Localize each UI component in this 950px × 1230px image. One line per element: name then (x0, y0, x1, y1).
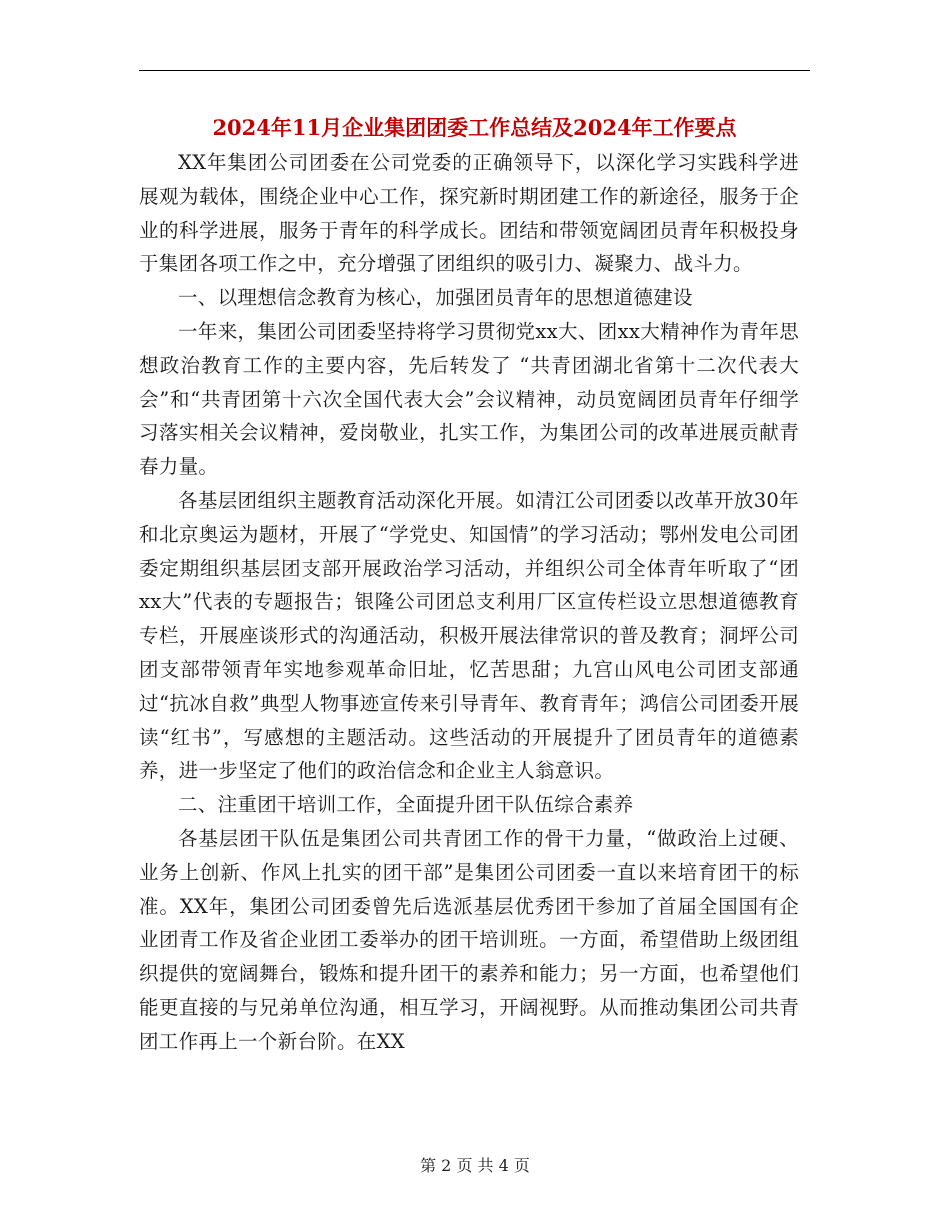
document-title: 2024年11月企业集团团委工作总结及2024年工作要点 (212, 115, 737, 140)
header-rule (139, 70, 810, 71)
paragraph-section-2: 各基层团干队伍是集团公司共青团工作的骨干力量，“做政治上过硬、业务上创新、作风上扎实的团干部”是集团公司团委一直以来培育团干的标准。XX年，集团公司团委曾先后选派基层优秀团干参加了首届全国国有企业团青工作及省企业团工委举办的团干培训班。一方面，希望借助上级团组织提供的宽阔舞台，锻炼和提升团干的素养和能力；另一方面，也希望他们能更直接的与兄弟单位沟通，相互学习，开阔视野。从而推动集团公司共青团工作再上一个新台阶。在XX (139, 826, 799, 1053)
paragraph-activities: 各基层团组织主题教育活动深化开展。如清江公司团委以改革开放30年和北京奥运为题材，开展了“学党史、知国情”的学习活动；鄂州发电公司团委定期组织基层团支部开展政治学习活动，并组织公司全体青年听取了“团xx大”代表的专题报告；银隆公司团总支利用厂区宣传栏设立思想道德教育专栏，开展座谈形式的沟通活动，积极开展法律常识的普及教育；洞坪公司团支部带领青年实地参观革命旧址，忆苦思甜；九宫山风电公司团支部通过“抗冰自救”典型人物事迹宣传来引导青年、教育青年；鸿信公司团委开展读“红书”，写感想的主题活动。这些活动的开展提升了团员青年的道德素养，进一步坚定了他们的政治信念和企业主人翁意识。 (139, 488, 799, 783)
section-heading-1: 一、以理想信念教育为核心，加强团员青年的思想道德建设 (178, 286, 693, 310)
paragraph-section-1: 一年来，集团公司团委坚持将学习贯彻党xx大、团xx大精神作为青年思想政治教育工作的主要内容，先后转发了 “共青团湖北省第十二次代表大会”和“共青团第十六次全国代表大会”会议精神，动员宽阔团员青年仔细学习落实相关会议精神，爱岗敬业，扎实工作，为集团公司的改革进展贡献青春力量。 (139, 319, 799, 479)
page-number-footer: 第 2 页 共 4 页 (420, 1156, 530, 1175)
paragraph-intro: XX年集团公司团委在公司党委的正确领导下，以深化学习实践科学进展观为载体，围绕企业中心工作，探究新时期团建工作的新途径，服务于企业的科学进展，服务于青年的科学成长。团结和带领宽阔团员青年积极投身于集团各项工作之中，充分增强了团组织的吸引力、凝聚力、战斗力。 (139, 151, 799, 276)
document-body (139, 146, 799, 1059)
section-heading-2: 二、注重团干培训工作，全面提升团干队伍综合素养 (178, 793, 634, 817)
